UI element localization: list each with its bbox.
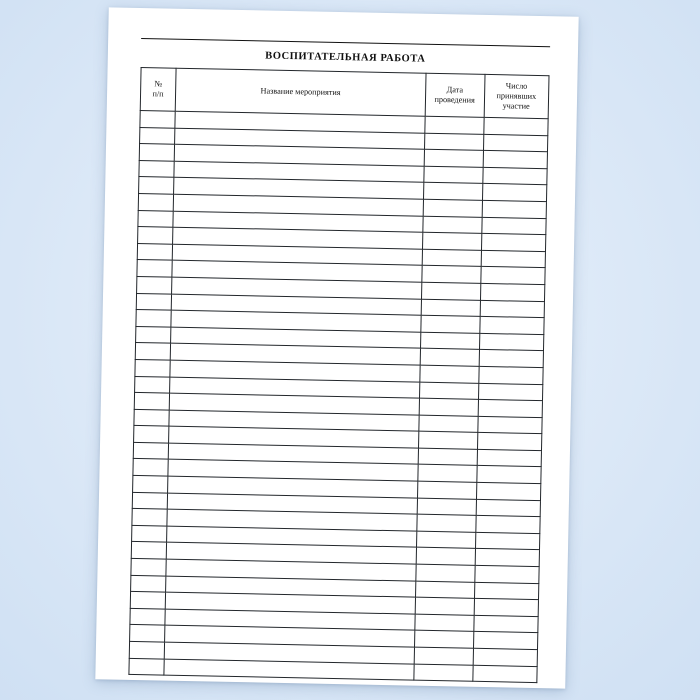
cell-date[interactable]: [414, 647, 473, 665]
cell-participants[interactable]: [476, 499, 541, 517]
column-header-participants-line2: принявших: [496, 91, 537, 102]
cell-date[interactable]: [421, 282, 480, 300]
cell-number[interactable]: [137, 276, 172, 293]
cell-participants[interactable]: [479, 316, 544, 334]
cell-date[interactable]: [422, 266, 481, 284]
cell-number[interactable]: [138, 193, 173, 210]
column-header-number-line2: п/п: [152, 89, 164, 99]
cell-participants[interactable]: [477, 433, 542, 451]
cell-number[interactable]: [136, 293, 171, 310]
cell-number[interactable]: [130, 608, 165, 625]
cell-participants[interactable]: [478, 366, 543, 384]
cell-number[interactable]: [131, 542, 166, 559]
cell-participants[interactable]: [477, 449, 542, 467]
cell-date[interactable]: [416, 564, 475, 582]
cell-number[interactable]: [133, 475, 168, 492]
cell-participants[interactable]: [477, 416, 542, 434]
cell-number[interactable]: [138, 227, 173, 244]
cell-participants[interactable]: [476, 466, 541, 484]
column-header-number-line1: №: [154, 79, 163, 89]
cell-date[interactable]: [419, 382, 478, 400]
cell-date[interactable]: [421, 299, 480, 317]
cell-number[interactable]: [130, 625, 165, 642]
cell-participants[interactable]: [473, 615, 538, 633]
title-top-rule: [141, 38, 550, 47]
cell-participants[interactable]: [482, 167, 547, 185]
cell-number[interactable]: [137, 243, 172, 260]
cell-date[interactable]: [421, 315, 480, 333]
cell-number[interactable]: [129, 658, 164, 675]
cell-participants[interactable]: [481, 217, 546, 235]
cell-date[interactable]: [418, 448, 477, 466]
cell-number[interactable]: [133, 442, 168, 459]
cell-date[interactable]: [420, 348, 479, 366]
cell-number[interactable]: [131, 558, 166, 575]
cell-number[interactable]: [132, 492, 167, 509]
cell-date[interactable]: [419, 415, 478, 433]
table-body: [129, 111, 548, 683]
cell-number[interactable]: [132, 509, 167, 526]
cell-participants[interactable]: [474, 565, 539, 583]
cell-date[interactable]: [415, 614, 474, 632]
cell-participants[interactable]: [480, 267, 545, 285]
cell-number[interactable]: [139, 177, 174, 194]
column-header-date-line1: Дата: [446, 85, 464, 95]
cell-date[interactable]: [424, 133, 483, 151]
column-header-date-line2: проведения: [434, 94, 475, 105]
cell-date[interactable]: [425, 116, 484, 134]
cell-date[interactable]: [424, 149, 483, 167]
cell-participants[interactable]: [481, 234, 546, 252]
cell-number[interactable]: [131, 575, 166, 592]
cell-participants[interactable]: [482, 200, 547, 218]
cell-participants[interactable]: [473, 648, 538, 666]
cell-date[interactable]: [418, 465, 477, 483]
cell-participants[interactable]: [479, 350, 544, 368]
cell-date[interactable]: [422, 232, 481, 250]
cell-number[interactable]: [134, 409, 169, 426]
cell-date[interactable]: [423, 216, 482, 234]
cell-participants[interactable]: [483, 151, 548, 169]
cell-participants[interactable]: [483, 134, 548, 152]
cell-participants[interactable]: [472, 665, 537, 683]
column-header-name-line1: Название мероприятия: [260, 86, 341, 98]
cell-date[interactable]: [418, 431, 477, 449]
cell-participants[interactable]: [480, 300, 545, 318]
cell-number[interactable]: [136, 310, 171, 327]
cell-date[interactable]: [416, 548, 475, 566]
column-header-participants-line3: участие: [502, 101, 530, 111]
cell-date[interactable]: [422, 249, 481, 267]
cell-date[interactable]: [414, 664, 473, 682]
cell-number[interactable]: [140, 111, 175, 128]
cell-participants[interactable]: [481, 250, 546, 268]
cell-participants[interactable]: [474, 582, 539, 600]
cell-date[interactable]: [416, 531, 475, 549]
cell-participants[interactable]: [475, 549, 540, 567]
cell-participants[interactable]: [475, 516, 540, 534]
cell-number[interactable]: [140, 127, 175, 144]
cell-date[interactable]: [423, 183, 482, 201]
cell-participants[interactable]: [483, 117, 548, 135]
cell-number[interactable]: [133, 459, 168, 476]
column-header-name: [175, 68, 426, 116]
cell-participants[interactable]: [480, 283, 545, 301]
cell-date[interactable]: [417, 481, 476, 499]
document-sheet: [95, 7, 578, 688]
column-header-participants: [484, 74, 549, 118]
cell-participants[interactable]: [474, 599, 539, 617]
cell-date[interactable]: [423, 199, 482, 217]
cell-number[interactable]: [134, 426, 169, 443]
cell-date[interactable]: [415, 597, 474, 615]
cell-participants[interactable]: [475, 532, 540, 550]
cell-number[interactable]: [135, 376, 170, 393]
page-title: ВОСПИТАТЕЛЬНАЯ РАБОТА: [265, 50, 426, 65]
cell-number[interactable]: [139, 144, 174, 161]
cell-date[interactable]: [417, 514, 476, 532]
cell-number[interactable]: [135, 343, 170, 360]
cell-number[interactable]: [137, 260, 172, 277]
cell-date[interactable]: [419, 398, 478, 416]
cell-date[interactable]: [414, 631, 473, 649]
cell-participants[interactable]: [473, 632, 538, 650]
column-header-participants-line1: Число: [505, 81, 528, 92]
cell-participants[interactable]: [476, 482, 541, 500]
cell-date[interactable]: [415, 581, 474, 599]
cell-participants[interactable]: [479, 333, 544, 351]
cell-participants[interactable]: [482, 184, 547, 202]
cell-number[interactable]: [139, 160, 174, 177]
document-sheet-wrapper: [95, 7, 578, 688]
column-header-date: [425, 73, 485, 117]
cell-date[interactable]: [424, 166, 483, 184]
cell-number[interactable]: [135, 359, 170, 376]
cell-number[interactable]: [132, 525, 167, 542]
cell-participants[interactable]: [478, 383, 543, 401]
cell-participants[interactable]: [478, 399, 543, 417]
cell-date[interactable]: [420, 365, 479, 383]
activities-table: [128, 67, 549, 683]
cell-number[interactable]: [130, 592, 165, 609]
cell-date[interactable]: [420, 332, 479, 350]
column-header-number: [140, 68, 176, 112]
document-content: [129, 38, 550, 666]
cell-number[interactable]: [138, 210, 173, 227]
cell-number[interactable]: [129, 641, 164, 658]
cell-number[interactable]: [134, 393, 169, 410]
cell-number[interactable]: [136, 326, 171, 343]
cell-date[interactable]: [417, 498, 476, 516]
